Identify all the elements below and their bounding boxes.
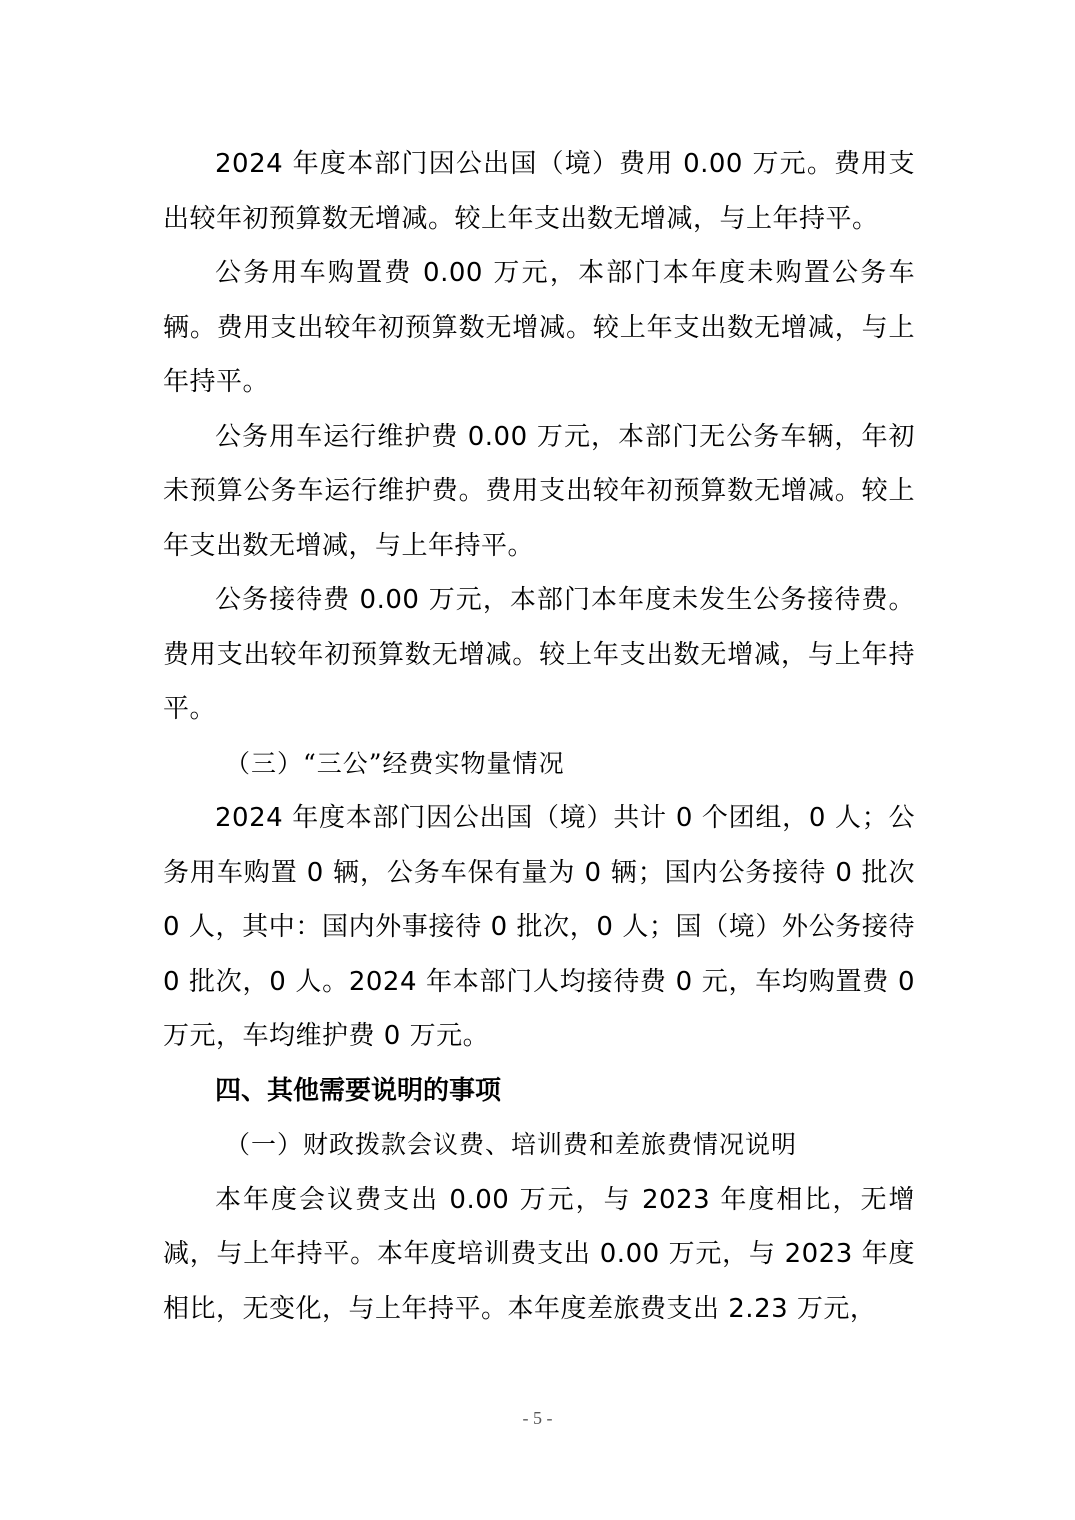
paragraph-physical-quantity: 2024 年度本部门因公出国（境）共计 0 个团组，0 人；公务用车购置 0 辆，公务车保有量为 0 辆；国内公务接待 0 批次 0 人，其中：国内外事接待 0 批次，0 人；国（境）外公务接待 0 批次，0 人。2024 年本部门人均接待费 0 元，车均购置费 0 万元，车均维护费 0 万元。	[163, 803, 915, 1051]
section-heading-physical-quantity: （三）“三公”经费实物量情况	[225, 748, 565, 778]
section-heading-other-matters: 四、其他需要说明的事项	[215, 1075, 502, 1106]
paragraph-meeting-training-travel: 本年度会议费支出 0.00 万元，与 2023 年度相比，无增减，与上年持平。本年度培训费支出 0.00 万元，与 2023 年度相比，无变化，与上年持平。本年度差旅费支出 2.23 万元，	[163, 1184, 915, 1324]
paragraph-reception: 公务接待费 0.00 万元，本部门本年度未发生公务接待费。费用支出较年初预算数无增减。较上年支出数无增减，与上年持平。	[163, 585, 915, 724]
paragraph-vehicle-purchase: 公务用车购置费 0.00 万元，本部门本年度未购置公务车辆。费用支出较年初预算数无增减。较上年支出数无增减，与上年持平。	[163, 258, 915, 397]
paragraph-overseas-travel: 2024 年度本部门因公出国（境）费用 0.00 万元。费用支出较年初预算数无增减。较上年支出数无增减，与上年持平。	[163, 149, 915, 234]
page-number: - 5 -	[522, 1408, 553, 1428]
paragraph-vehicle-maintenance: 公务用车运行维护费 0.00 万元，本部门无公务车辆，年初未预算公务车运行维护费。费用支出较年初预算数无增减。较上年支出数无增减，与上年持平。	[163, 421, 915, 561]
section-heading-meeting-training-travel: （一）财政拨款会议费、培训费和差旅费情况说明	[225, 1130, 798, 1159]
page-body	[163, 137, 915, 1336]
